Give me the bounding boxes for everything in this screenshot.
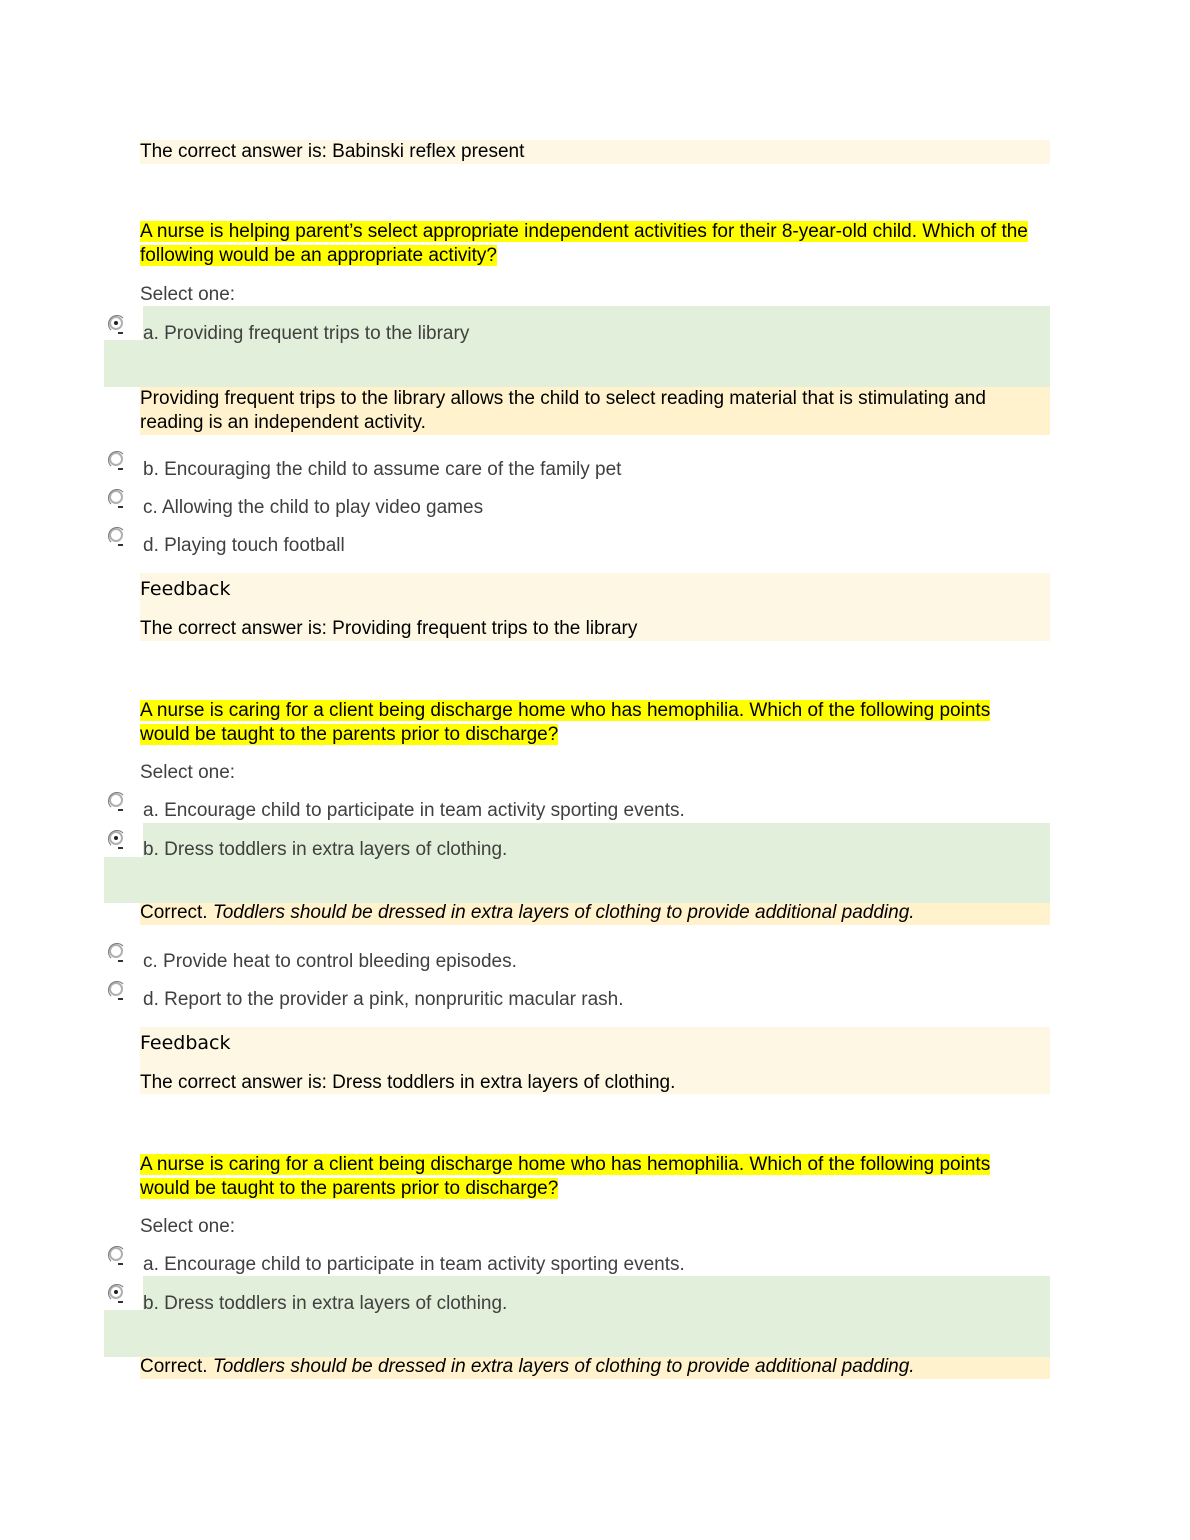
q2-radio-a[interactable] [109,793,123,807]
q2-question-text: A nurse is caring for a client being discharge home who has hemophilia. Which of the following points would be taught to the parents prior to discharge? [140,700,991,745]
q2-option-feedback-text: Toddlers should be dressed in extra layers of clothing to provide additional padding. [212,902,915,923]
q1-option-c[interactable]: c. Allowing the child to play video games [143,497,484,518]
q3-option-feedback-prefix: Correct. [140,1356,208,1377]
q2-select-one: Select one: [140,762,236,783]
prev-correct-answer: The correct answer is: Babinski reflex present [140,141,525,162]
q1-option-a[interactable]: a. Providing frequent trips to the library [143,323,470,344]
q1-question [140,220,1040,268]
q2-option-c[interactable]: c. Provide heat to control bleeding episodes. [143,951,517,972]
q1-radio-d[interactable] [109,528,123,542]
q1-radio-a[interactable] [109,316,123,330]
q1-option-d[interactable]: d. Playing touch football [143,535,345,556]
q2-option-b[interactable]: b. Dress toddlers in extra layers of clothing. [143,839,508,860]
q1-option-feedback: Providing frequent trips to the library allows the child to select reading material that is stimulating and reading is an independent activity. [140,388,986,433]
q3-option-b-box-lower [104,1310,1050,1357]
q1-feedback-title: Feedback [140,578,231,600]
q3-option-feedback-text: Toddlers should be dressed in extra layers of clothing to provide additional padding. [212,1356,915,1377]
q1-select-one: Select one: [140,284,236,305]
q2-option-feedback [140,901,915,925]
q3-question-text: A nurse is caring for a client being discharge home who has hemophilia. Which of the following points would be taught to the parents prior to discharge? [140,1154,991,1199]
q3-radio-a[interactable] [109,1247,123,1261]
q1-question-text: A nurse is helping parent’s select appropriate independent activities for their 8-year-old child. Which of the following would be an appropriate activity? [140,221,1028,266]
q2-feedback-title: Feedback [140,1032,231,1054]
q1-radio-b[interactable] [109,452,123,466]
q3-radio-b[interactable] [109,1285,123,1299]
q3-option-a[interactable]: a. Encourage child to participate in team activity sporting events. [143,1254,685,1275]
q1-option-a-box-lower [104,340,1050,387]
q2-question [140,699,1020,747]
q2-radio-d[interactable] [109,982,123,996]
q3-select-one: Select one: [140,1216,236,1237]
q2-option-d[interactable]: d. Report to the provider a pink, nonpruritic macular rash. [143,989,624,1010]
q1-correct-answer: The correct answer is: Providing frequent trips to the library [140,618,638,639]
q2-option-b-box-lower [104,857,1050,903]
q2-option-a[interactable]: a. Encourage child to participate in team activity sporting events. [143,800,685,821]
q2-option-feedback-prefix: Correct. [140,902,208,923]
q3-option-b[interactable]: b. Dress toddlers in extra layers of clothing. [143,1293,508,1314]
q2-radio-c[interactable] [109,944,123,958]
q3-option-feedback [140,1355,915,1379]
q1-option-b[interactable]: b. Encouraging the child to assume care of the family pet [143,459,622,480]
q3-question [140,1153,1020,1201]
q2-radio-b[interactable] [109,831,123,845]
q1-radio-c[interactable] [109,490,123,504]
q2-correct-answer: The correct answer is: Dress toddlers in extra layers of clothing. [140,1072,676,1093]
